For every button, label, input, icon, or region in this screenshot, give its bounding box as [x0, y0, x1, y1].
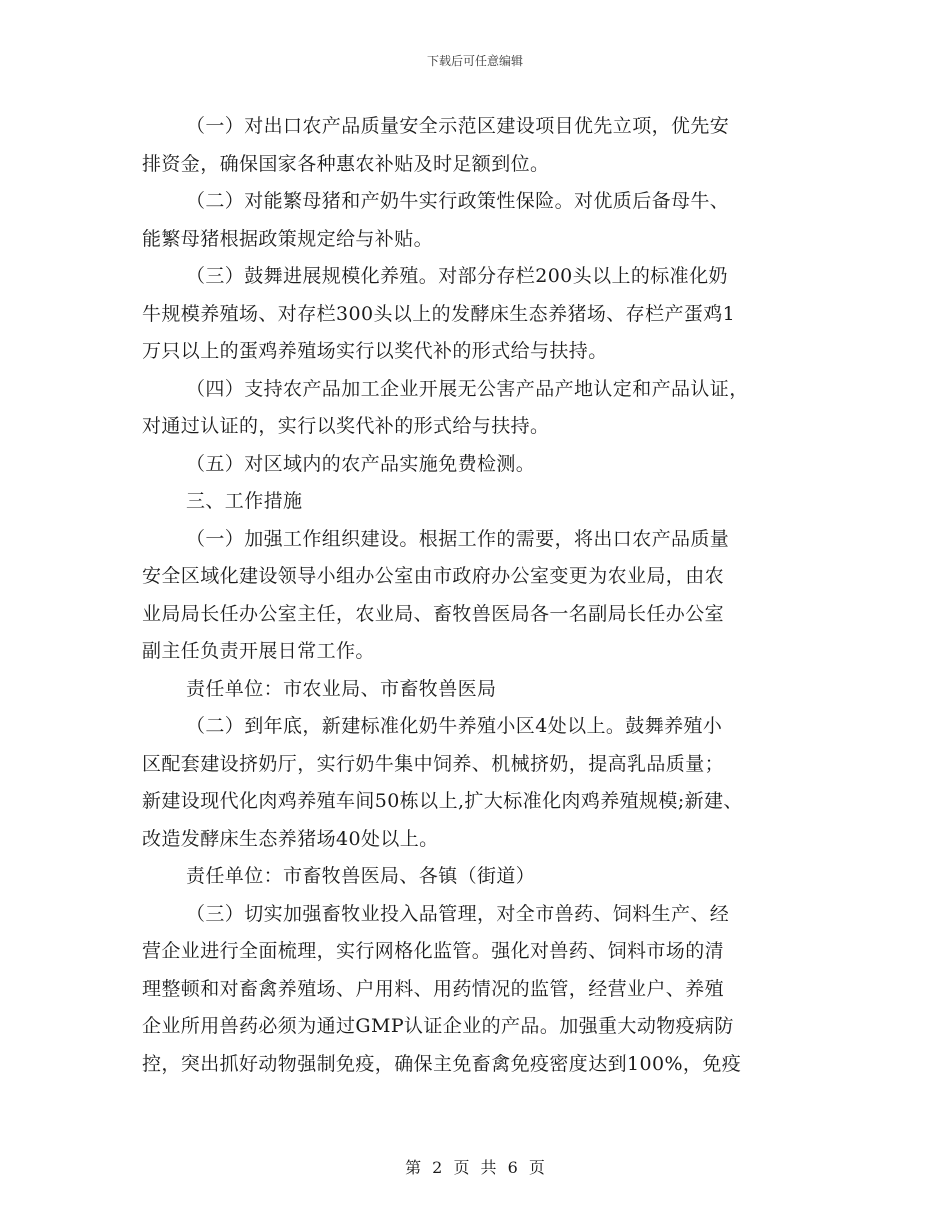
- text-line: 理整顿和对畜禽养殖场、户用料、用药情况的监管，经营业户、养殖: [142, 977, 725, 1000]
- text-line: 营企业进行全面梳理，实行网格化监管。强化对兽药、饲料市场的清: [142, 940, 725, 962]
- text-line: 区配套建设挤奶厅，实行奶牛集中饲养、机械挤奶，提高乳品质量；: [142, 752, 725, 775]
- text-line: （三）切实加强畜牧业投入品管理，对全市兽药、饲料生产、经: [186, 902, 730, 925]
- text-line: 责任单位：市畜牧兽医局、各镇（街道）: [186, 865, 536, 887]
- text-line: 对通过认证的，实行以奖代补的形式给与扶持。: [142, 415, 550, 437]
- text-line: （三）鼓舞进展规模化养殖。对部分存栏200头以上的标准化奶: [186, 265, 728, 287]
- text-line: 三、工作措施: [186, 490, 303, 512]
- document-body: [142, 108, 810, 1083]
- text-line: 业局局长任办公室主任，农业局、畜牧兽医局各一名副局长任办公室: [142, 602, 725, 625]
- text-line: （二）到年底，新建标准化奶牛养殖小区4处以上。鼓舞养殖小: [186, 715, 723, 737]
- page-header-note: 下载后可任意编辑: [426, 54, 523, 68]
- text-line: （四）支持农产品加工企业开展无公害产品产地认定和产品认证，: [186, 377, 749, 400]
- text-line: 安全区域化建设领导小组办公室由市政府办公室变更为农业局，由农: [142, 565, 725, 587]
- text-line: 排资金，确保国家各种惠农补贴及时足额到位。: [142, 152, 550, 175]
- text-line: 企业所用兽药必须为通过GMP认证企业的产品。加强重大动物疫病防: [142, 1015, 734, 1037]
- text-line: （一）对出口农产品质量安全示范区建设项目优先立项，优先安: [186, 115, 730, 137]
- text-line: （一）加强工作组织建设。根据工作的需要，将出口农产品质量: [186, 527, 730, 550]
- text-line: 副主任负责开展日常工作。: [142, 640, 375, 662]
- text-line: 改造发酵床生态养猪场40处以上。: [142, 827, 439, 850]
- text-line: （五）对区域内的农产品实施免费检测。: [186, 452, 536, 475]
- text-line: 牛规模养殖场、对存栏300头以上的发酵床生态养猪场、存栏产蛋鸡1: [142, 302, 736, 325]
- text-line: 万只以上的蛋鸡养殖场实行以奖代补的形式给与扶持。: [142, 340, 608, 362]
- page-number-footer: 第 2 页 共 6 页: [405, 1158, 545, 1177]
- text-line: 新建设现代化肉鸡养殖车间50栋以上,扩大标准化肉鸡养殖规模;新建、: [142, 790, 743, 812]
- text-line: （二）对能繁母猪和产奶牛实行政策性保险。对优质后备母牛、: [186, 190, 730, 212]
- text-line: 责任单位：市农业局、市畜牧兽医局: [186, 677, 497, 700]
- text-line: 能繁母猪根据政策规定给与补贴。: [142, 227, 434, 250]
- text-line: 控，突出抓好动物强制免疫，确保主免畜禽免疫密度达到100%，免疫: [142, 1052, 742, 1075]
